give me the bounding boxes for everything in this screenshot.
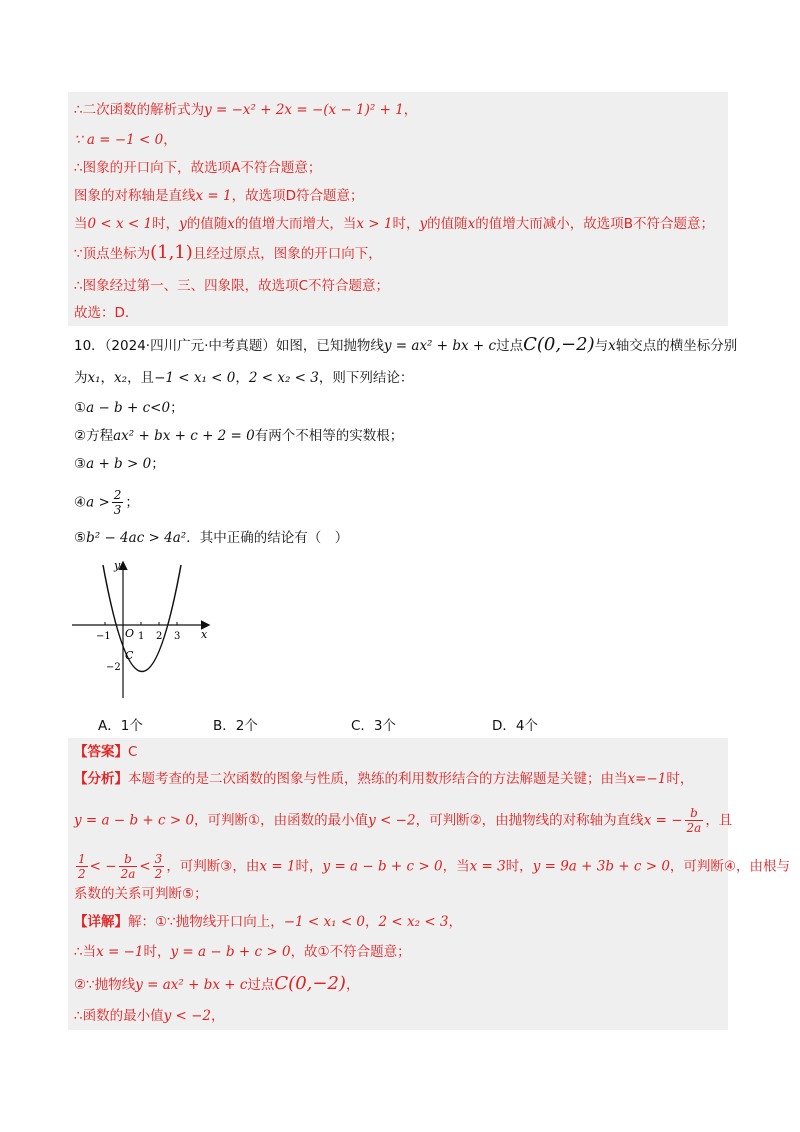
point-c-label: C (125, 649, 134, 662)
text: ， (365, 914, 379, 930)
label: ⑤ (74, 530, 87, 546)
text: ，可判断③，由 (166, 858, 260, 875)
text: 轴交点的横坐标分别 (615, 338, 738, 354)
statement-4 (74, 488, 139, 517)
solution-line-4 (74, 186, 364, 206)
formula: y = ax² + bx + c (383, 338, 497, 354)
text: ； (151, 456, 165, 472)
tick-label-3: 3 (174, 631, 181, 642)
text: 本题考查的是二次函数的图象与性质，熟练的利用数形结合的方法解题是关键；由当 (128, 771, 628, 787)
formula: x = 1 (259, 858, 296, 875)
parabola-figure (68, 558, 218, 703)
y-tick-label-neg2: −2 (106, 662, 121, 673)
formula: 2 < x₂ < 3 (378, 914, 449, 930)
formula: a + b > 0 (86, 456, 152, 472)
text: 时， (505, 858, 533, 875)
denominator: 2 (154, 867, 163, 881)
parabola-curve (103, 565, 181, 672)
statement-5 (74, 528, 348, 548)
solution-line-1 (74, 100, 417, 120)
formula: y = ax² + bx + c (135, 977, 248, 993)
formula: a − b + c<0 (86, 400, 171, 416)
text: 的值增大而减小，故选项B不符合题意； (475, 216, 714, 232)
text: ； (170, 400, 184, 416)
statement-1 (74, 398, 184, 418)
text: 时， (152, 216, 180, 232)
formula: x > 1 (356, 216, 393, 232)
text: ，且 (127, 370, 155, 386)
text: 时， (143, 944, 171, 960)
origin-label: O (125, 627, 135, 640)
solution-line-2 (74, 130, 177, 150)
y-axis-label: y (114, 559, 121, 572)
text: ， (211, 1008, 225, 1024)
text: 解：①∵抛物线开口向上， (128, 914, 284, 930)
text: ，当 (442, 858, 470, 875)
formula: ∵ a = −1 < 0 (74, 132, 164, 148)
text: ； (125, 494, 139, 511)
formula: < (139, 858, 151, 875)
detail-line-4 (74, 1006, 225, 1026)
fraction (119, 852, 138, 881)
numerator: 2 (113, 488, 122, 502)
formula: ax² + bx + c + 2 = 0 (113, 428, 255, 444)
formula: 0 < x < 1 (87, 216, 153, 232)
var: y (179, 216, 187, 232)
x-axis-label: x (201, 628, 208, 641)
option-c[interactable]: C．3个 (351, 718, 397, 734)
fraction (112, 488, 124, 517)
text: ∴函数的最小值 (74, 1008, 164, 1024)
var: x (227, 216, 235, 232)
numerator: b (119, 852, 138, 867)
text: ，可判断①，由函数的最小值 (194, 812, 369, 829)
point-c: C(0,−2) (274, 973, 346, 994)
numerator: 3 (154, 852, 163, 866)
fraction (153, 852, 165, 881)
text: 图象的对称轴是直线 (74, 188, 196, 204)
question-line-1 (74, 335, 737, 356)
option-b[interactable]: B．2个 (213, 718, 258, 734)
formula: < − (89, 858, 117, 875)
detail-tag: 【详解】 (74, 914, 128, 930)
tick-label-2: 2 (156, 631, 163, 642)
formula: y = a − b + c > 0 (74, 812, 195, 829)
label: ① (74, 400, 87, 416)
text: ， (448, 914, 463, 930)
formula: y = a − b + c > 0 (170, 944, 291, 960)
analysis-line-4: 系数的关系可判断⑤； (74, 886, 208, 902)
text: 为 (74, 370, 88, 386)
text: ②方程 (74, 428, 114, 444)
formula: y < −2 (368, 812, 416, 829)
denominator: 2a (120, 867, 136, 881)
var: x₂ (114, 370, 128, 386)
text: ．其中正确的结论有（ ） (186, 530, 349, 546)
formula: y < −2 (163, 1008, 212, 1024)
text: 时， (666, 771, 694, 787)
text: ， (163, 132, 177, 148)
text: 且经过原点，图象的开口向下， (192, 246, 382, 262)
tick-label-1: 1 (138, 631, 145, 642)
solution-line-7: ∴图象经过第一、三、四象限，故选项C不符合题意； (74, 278, 390, 294)
formula: x = 1 (195, 188, 232, 204)
text: ，故选项D符合题意； (231, 188, 364, 204)
fraction (76, 852, 88, 881)
text: ， (235, 370, 249, 386)
text: 时， (295, 858, 323, 875)
formula: y = a − b + c > 0 (322, 858, 443, 875)
numerator: 1 (78, 852, 86, 866)
statement-3 (74, 454, 165, 474)
solution-line-8: 故选：D． (74, 305, 139, 321)
text: 与 (594, 338, 609, 354)
text: ， (100, 370, 115, 386)
denominator: 3 (113, 503, 122, 517)
text: ∴当 (74, 944, 97, 960)
analysis-line-3 (74, 852, 790, 881)
text: ，且 (705, 812, 733, 829)
text: 时， (392, 216, 420, 232)
denominator: 2a (686, 821, 702, 835)
var: y (419, 216, 428, 232)
var: x (467, 216, 476, 232)
text: ∴二次函数的解析式为 (74, 102, 205, 118)
statement-2 (74, 426, 403, 446)
formula: b² − 4ac > 4a² (86, 530, 187, 546)
analysis-tag: 【分析】 (74, 771, 128, 787)
formula: −1 < x₁ < 0 (283, 914, 366, 930)
answer-line (74, 742, 137, 762)
detail-line-1 (74, 912, 462, 932)
solution-line-3: ∴图象的开口向下，故选项A不符合题意； (74, 160, 322, 176)
option-d[interactable]: D．4个 (492, 718, 538, 734)
numerator: b (685, 806, 704, 821)
text: ，故①不符合题意； (290, 944, 411, 960)
text: 当 (74, 216, 88, 232)
text: 过点 (496, 338, 524, 354)
formula: x = −1 (96, 944, 144, 960)
text: ， (403, 102, 418, 118)
fraction (685, 806, 704, 835)
solution-line-6 (74, 243, 382, 264)
detail-line-3 (74, 974, 359, 995)
solution-line-5 (74, 214, 714, 234)
question-line-2 (74, 368, 413, 388)
formula: 2 < x₂ < 3 (248, 370, 319, 386)
formula: −1 < x₁ < 0 (154, 370, 236, 386)
text: ∵顶点坐标为 (74, 246, 151, 262)
formula: y = −x² + 2x = −(x − 1)² + 1 (204, 102, 404, 118)
text: 过点 (247, 977, 275, 993)
detail-line-2 (74, 942, 411, 962)
text: ，则下列结论： (318, 370, 414, 386)
text: ，可判断④，由根与 (669, 858, 791, 875)
var: x₁ (87, 370, 101, 386)
denominator: 2 (78, 867, 86, 881)
text: ， (345, 977, 360, 993)
text: 的值随 (427, 216, 468, 232)
formula: y = 9a + 3b + c > 0 (532, 858, 670, 875)
label: ④ (74, 494, 87, 511)
formula: x=−1 (627, 771, 667, 787)
formula: x = 3 (469, 858, 506, 875)
formula: (1,1) (150, 242, 193, 263)
answer-tag: 【答案】 (74, 744, 128, 760)
point-c: C(0,−2) (523, 334, 595, 355)
text: 有两个不相等的实数根； (254, 428, 404, 444)
text: ，可判断②，由抛物线的对称轴为直线 (415, 812, 644, 829)
text: 10．（2024·四川广元·中考真题）如图，已知抛物线 (74, 338, 384, 354)
formula: x = − (643, 812, 683, 829)
tick-label-neg1: −1 (96, 631, 111, 642)
text: ②∵抛物线 (74, 977, 136, 993)
text: 的值增大而增大，当 (234, 216, 357, 232)
analysis-line-1 (74, 769, 693, 789)
var: x (608, 338, 616, 354)
analysis-line-2 (74, 806, 732, 835)
formula: a > (86, 494, 110, 511)
answer-value: C (128, 744, 138, 760)
label: ③ (74, 456, 87, 472)
text: 的值随 (186, 216, 228, 232)
option-a[interactable]: A．1个 (98, 718, 143, 734)
